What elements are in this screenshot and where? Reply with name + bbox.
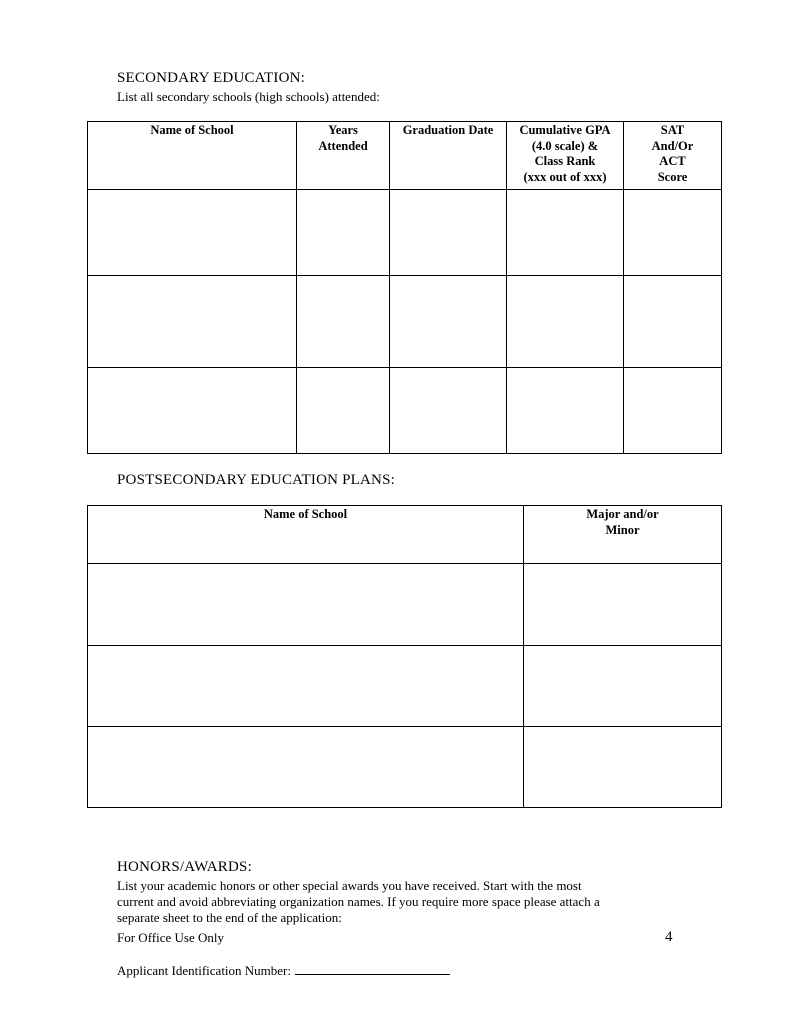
column-header-cumulative-gpa: Cumulative GPA (4.0 scale) & Class Rank (xxx out of xxx) — [507, 122, 624, 190]
graduation-date-cell[interactable] — [390, 276, 507, 368]
applicant-id-field[interactable] — [295, 962, 450, 975]
postsecondary-plans-table — [87, 505, 722, 808]
gpa-class-rank-cell[interactable] — [507, 190, 624, 276]
school-name-cell[interactable] — [88, 727, 524, 808]
postsecondary-plans-heading: POSTSECONDARY EDUCATION PLANS: — [117, 472, 395, 488]
table-row — [88, 190, 722, 276]
major-minor-cell[interactable] — [524, 646, 722, 727]
table-row — [88, 727, 722, 808]
instruction-line: List your academic honors or other special awards you have received. Start with the most — [117, 878, 582, 893]
column-header-graduation-date: Graduation Date — [390, 122, 507, 190]
instruction-line: separate sheet to the end of the application: — [117, 910, 342, 925]
school-name-cell[interactable] — [88, 646, 524, 727]
school-name-cell[interactable] — [88, 190, 297, 276]
years-attended-cell[interactable] — [297, 368, 390, 454]
gpa-class-rank-cell[interactable] — [507, 276, 624, 368]
table-row — [88, 564, 722, 646]
office-use-label: For Office Use Only — [117, 930, 224, 945]
school-name-cell[interactable] — [88, 276, 297, 368]
sat-act-score-cell[interactable] — [624, 190, 722, 276]
sat-act-score-cell[interactable] — [624, 368, 722, 454]
column-header-years-attended: Years Attended — [297, 122, 390, 190]
secondary-education-heading: SECONDARY EDUCATION: — [117, 70, 306, 86]
column-header-name-of-school: Name of School — [88, 122, 297, 190]
column-header-name-of-school: Name of School — [88, 506, 524, 564]
school-name-cell[interactable] — [88, 564, 524, 646]
major-minor-cell[interactable] — [524, 727, 722, 808]
graduation-date-cell[interactable] — [390, 190, 507, 276]
table-row — [88, 646, 722, 727]
instruction-line: current and avoid abbreviating organization names. If you require more space please attach a — [117, 894, 600, 909]
column-header-major-minor: Major and/or Minor — [524, 506, 722, 564]
gpa-class-rank-cell[interactable] — [507, 368, 624, 454]
secondary-education-instruction: List all secondary schools (high schools) attended: — [117, 89, 380, 104]
honors-awards-heading: HONORS/AWARDS: — [117, 859, 252, 875]
secondary-header-row — [88, 122, 722, 190]
page-number: 4 — [665, 929, 673, 945]
table-row — [88, 368, 722, 454]
years-attended-cell[interactable] — [297, 276, 390, 368]
applicant-id-row — [117, 962, 450, 979]
column-header-sat-act-score: SAT And/Or ACT Score — [624, 122, 722, 190]
school-name-cell[interactable] — [88, 368, 297, 454]
secondary-education-table — [87, 121, 722, 454]
major-minor-cell[interactable] — [524, 564, 722, 646]
years-attended-cell[interactable] — [297, 190, 390, 276]
sat-act-score-cell[interactable] — [624, 276, 722, 368]
postsecondary-header-row — [88, 506, 722, 564]
table-row — [88, 276, 722, 368]
applicant-id-label: Applicant Identification Number: — [117, 963, 292, 978]
honors-awards-instructions — [117, 878, 677, 926]
graduation-date-cell[interactable] — [390, 368, 507, 454]
